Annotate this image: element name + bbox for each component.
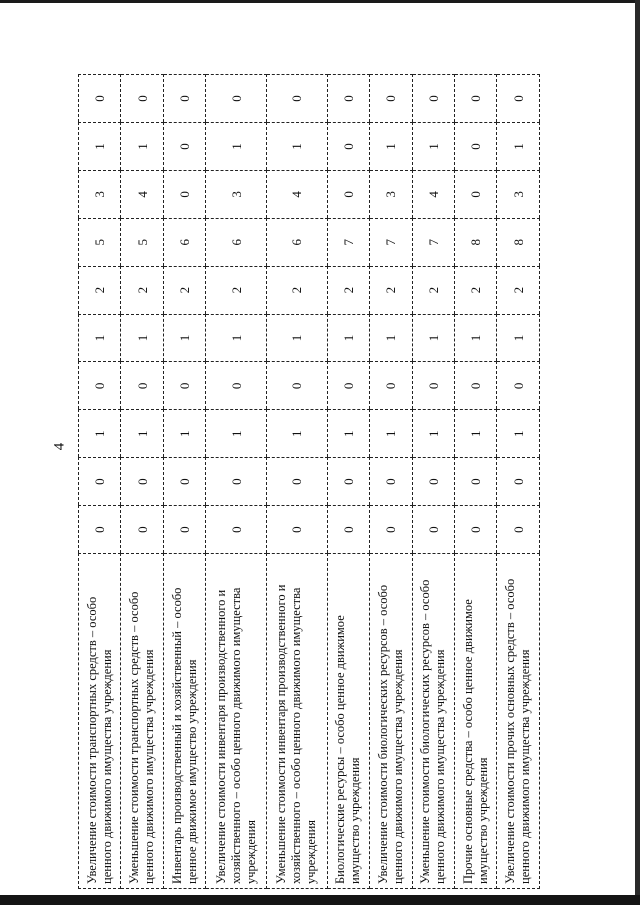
code-cell: 1 xyxy=(206,410,267,458)
code-cell: 1 xyxy=(206,122,267,170)
table-row xyxy=(370,75,412,889)
table-row xyxy=(455,75,497,889)
code-cell: 5 xyxy=(79,218,121,266)
code-cell: 1 xyxy=(327,410,369,458)
code-cell: 0 xyxy=(267,506,328,554)
code-cell: 0 xyxy=(267,458,328,506)
code-cell: 0 xyxy=(267,75,328,123)
code-cell: 0 xyxy=(206,362,267,410)
code-cell: 8 xyxy=(455,218,497,266)
code-cell: 0 xyxy=(412,362,454,410)
code-cell: 1 xyxy=(79,314,121,362)
code-cell: 7 xyxy=(327,218,369,266)
code-cell: 0 xyxy=(497,75,540,123)
table-row xyxy=(206,75,267,889)
code-cell: 2 xyxy=(455,266,497,314)
code-cell: 3 xyxy=(206,170,267,218)
code-cell: 0 xyxy=(121,506,163,554)
code-cell: 0 xyxy=(206,75,267,123)
code-cell: 1 xyxy=(206,314,267,362)
rotated-table-container xyxy=(78,74,540,889)
code-cell: 0 xyxy=(455,458,497,506)
code-cell: 2 xyxy=(497,266,540,314)
code-cell: 1 xyxy=(497,122,540,170)
scan-edge-bottom xyxy=(0,895,640,905)
table-row xyxy=(327,75,369,889)
code-cell: 7 xyxy=(370,218,412,266)
row-label: Инвентарь производственный и хозяйственный – особо ценное движимое имущество учреждения xyxy=(163,554,205,889)
code-cell: 0 xyxy=(412,458,454,506)
code-cell: 1 xyxy=(327,314,369,362)
code-cell: 0 xyxy=(370,506,412,554)
code-cell: 1 xyxy=(370,122,412,170)
code-cell: 0 xyxy=(497,362,540,410)
table-row xyxy=(163,75,205,889)
row-label: Биологические ресурсы – особо ценное движимое имущество учреждения xyxy=(327,554,369,889)
code-cell: 0 xyxy=(455,122,497,170)
table-row xyxy=(79,75,121,889)
code-cell: 1 xyxy=(267,410,328,458)
code-cell: 0 xyxy=(497,458,540,506)
row-label: Уменьшение стоимости транспортных средств – особо ценного движимого имущества учреждения xyxy=(121,554,163,889)
code-cell: 1 xyxy=(121,314,163,362)
code-cell: 1 xyxy=(163,314,205,362)
table-row xyxy=(497,75,540,889)
code-cell: 1 xyxy=(455,314,497,362)
code-cell: 0 xyxy=(206,506,267,554)
page-number: 4 xyxy=(51,442,68,451)
code-cell: 0 xyxy=(79,458,121,506)
table-row xyxy=(267,75,328,889)
code-cell: 1 xyxy=(370,314,412,362)
code-cell: 2 xyxy=(412,266,454,314)
code-cell: 6 xyxy=(267,218,328,266)
code-cell: 0 xyxy=(206,458,267,506)
code-cell: 0 xyxy=(455,170,497,218)
code-cell: 5 xyxy=(121,218,163,266)
code-cell: 0 xyxy=(121,458,163,506)
code-cell: 0 xyxy=(412,506,454,554)
scan-edge-right xyxy=(635,0,640,905)
code-cell: 1 xyxy=(497,314,540,362)
code-cell: 0 xyxy=(327,458,369,506)
code-cell: 1 xyxy=(412,410,454,458)
code-cell: 2 xyxy=(79,266,121,314)
code-cell: 0 xyxy=(163,122,205,170)
code-cell: 0 xyxy=(163,506,205,554)
scan-edge-top xyxy=(0,0,640,3)
code-cell: 6 xyxy=(163,218,205,266)
table-row xyxy=(412,75,454,889)
code-cell: 0 xyxy=(455,506,497,554)
code-cell: 0 xyxy=(267,362,328,410)
code-cell: 2 xyxy=(267,266,328,314)
code-cell: 0 xyxy=(327,170,369,218)
code-cell: 0 xyxy=(121,362,163,410)
code-cell: 0 xyxy=(497,506,540,554)
code-cell: 2 xyxy=(163,266,205,314)
code-cell: 0 xyxy=(412,75,454,123)
code-cell: 1 xyxy=(121,410,163,458)
row-label: Увеличение стоимости прочих основных средств – особо ценного движимого имущества учреждения xyxy=(497,554,540,889)
code-cell: 0 xyxy=(121,75,163,123)
row-label: Уменьшение стоимости биологических ресурсов – особо ценного движимого имущества учреждения xyxy=(412,554,454,889)
code-cell: 0 xyxy=(455,362,497,410)
code-cell: 3 xyxy=(79,170,121,218)
code-cell: 2 xyxy=(121,266,163,314)
code-cell: 0 xyxy=(163,170,205,218)
code-cell: 0 xyxy=(370,362,412,410)
code-cell: 1 xyxy=(79,122,121,170)
code-cell: 0 xyxy=(327,122,369,170)
account-code-table xyxy=(78,74,540,889)
code-cell: 1 xyxy=(163,410,205,458)
code-cell: 0 xyxy=(163,362,205,410)
code-cell: 0 xyxy=(163,458,205,506)
row-label: Увеличение стоимости биологических ресурсов – особо ценного движимого имущества учреждения xyxy=(370,554,412,889)
code-cell: 1 xyxy=(455,410,497,458)
code-cell: 0 xyxy=(370,75,412,123)
code-cell: 1 xyxy=(412,314,454,362)
code-cell: 0 xyxy=(79,506,121,554)
code-cell: 0 xyxy=(327,75,369,123)
code-cell: 2 xyxy=(327,266,369,314)
code-cell: 1 xyxy=(267,122,328,170)
code-cell: 0 xyxy=(455,75,497,123)
code-cell: 0 xyxy=(79,362,121,410)
code-cell: 1 xyxy=(79,410,121,458)
code-cell: 1 xyxy=(412,122,454,170)
table-row xyxy=(121,75,163,889)
row-label: Увеличение стоимости транспортных средств – особо ценного движимого имущества учреждения xyxy=(79,554,121,889)
table-body xyxy=(79,75,540,889)
code-cell: 2 xyxy=(206,266,267,314)
code-cell: 4 xyxy=(267,170,328,218)
row-label: Уменьшение стоимости инвентаря производственного и хозяйственного – особо ценного движимого имущества учреждения xyxy=(267,554,328,889)
code-cell: 3 xyxy=(370,170,412,218)
code-cell: 7 xyxy=(412,218,454,266)
code-cell: 0 xyxy=(163,75,205,123)
code-cell: 0 xyxy=(327,362,369,410)
code-cell: 6 xyxy=(206,218,267,266)
code-cell: 4 xyxy=(121,170,163,218)
code-cell: 1 xyxy=(121,122,163,170)
code-cell: 4 xyxy=(412,170,454,218)
row-label: Увеличение стоимости инвентаря производственного и хозяйственного – особо ценного движимого имущества учреждения xyxy=(206,554,267,889)
code-cell: 0 xyxy=(79,75,121,123)
code-cell: 0 xyxy=(327,506,369,554)
code-cell: 1 xyxy=(370,410,412,458)
code-cell: 3 xyxy=(497,170,540,218)
row-label: Прочие основные средства – особо ценное движимое имущество учреждения xyxy=(455,554,497,889)
code-cell: 0 xyxy=(370,458,412,506)
code-cell: 2 xyxy=(370,266,412,314)
code-cell: 1 xyxy=(267,314,328,362)
code-cell: 8 xyxy=(497,218,540,266)
code-cell: 1 xyxy=(497,410,540,458)
